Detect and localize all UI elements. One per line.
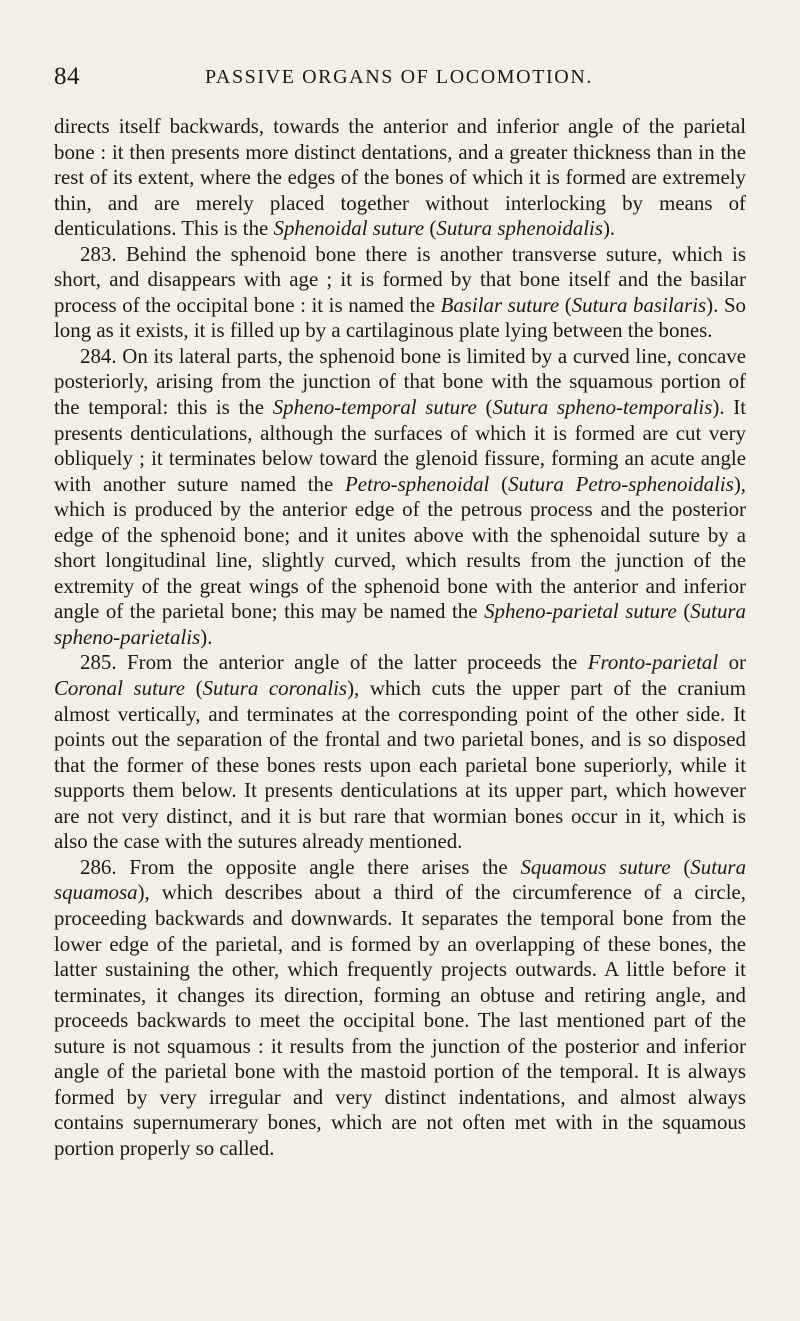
text-run: (	[670, 854, 691, 879]
italic-term: Sutura spheno-temporalis	[492, 395, 713, 420]
paragraph-285	[54, 650, 746, 854]
italic-term: Sutura coronalis	[202, 676, 348, 701]
text-run: ), which is produced by the anterior edge of the petrous process and the posterior edge of the sphenoid bone; and it unites above with the sphenoidal suture by a short longitudinal line, slightly curved, which results from the junction of the extremity of the great wings of the sphenoid bone with the anterior and inferior angle of the parietal bone; this may be named the	[54, 471, 747, 624]
text-run: (	[476, 395, 493, 420]
italic-term: Spheno-parietal suture	[484, 599, 677, 624]
text-run: or	[718, 650, 747, 675]
text-run: 283. Behind the sphenoid bone there is another transverse suture, which is short, and disappears with age ; it is formed by that bone itself and the basilar process of the occipital bone : it is named the	[54, 241, 746, 317]
text-run: (	[559, 292, 572, 317]
italic-term: Sutura spheno-parietalis	[54, 599, 746, 649]
text-run: 284. On its lateral parts, the sphenoid bone is limited by a curved line, concave posteriorly, arising from the junction of that bone with the squamous portion of the temporal: this is the	[54, 343, 746, 420]
text-run: ). So long as it exists, it is filled up by a cartilaginous plate lying between the bones.	[54, 292, 747, 343]
italic-term: Spheno-temporal suture	[272, 395, 477, 420]
running-title: PASSIVE ORGANS OF LOCOMOTION.	[205, 66, 593, 88]
text-run: (	[424, 216, 437, 241]
italic-term: Sutura Petro-sphenoidalis	[508, 471, 734, 496]
page-number: 84	[54, 63, 80, 90]
text-run: ).	[200, 624, 213, 649]
text-run: 285. From the anterior angle of the latter proceeds the	[80, 650, 588, 675]
paragraph-284	[54, 344, 746, 651]
italic-term: Squamous suture	[520, 854, 671, 879]
text-run: (	[489, 471, 509, 496]
running-head	[54, 63, 744, 93]
text-run: ), which describes about a third of the circumference of a circle, proceeding backwards and downwards. It separates the temporal bone from the lower edge of the parietal, and is formed by an overlapping of these bones, the latter sustaining the other, which frequently projects outwards. A little before it terminates, it changes its direction, forming an obtuse and retiring angle, and proceeds backwards to meet the occipital bone. The last mentioned part of the suture is not squamous : it results from the junction of the posterior and inferior angle of the parietal bone with the mastoid portion of the temporal. It is always formed by very irregular and very distinct indentations, and almost always contains supernumerary bones, which are not often met with in the squamous portion properly so called.	[54, 880, 746, 1160]
italic-term: Sutura sphenoidalis	[436, 216, 603, 241]
body-text	[54, 114, 746, 1161]
text-run: (	[184, 676, 203, 701]
text-run: ).	[602, 216, 616, 241]
italic-term: Petro-sphenoidal	[345, 471, 490, 496]
italic-term: Coronal suture	[54, 676, 185, 701]
italic-term: Sphenoidal suture	[273, 216, 425, 241]
text-run: ), which cuts the upper part of the cranium almost vertically, and terminates at the corresponding point of the other side. It points out the separation of the frontal and two parietal bones, and is so disposed that the former of these bones rests upon each parietal bone superiorly, while it supports them below. It presents denticulations at its upper part, which however are not very distinct, and it is but rare that wormian bones occur in it, which is also the case with the sutures already mentioned.	[54, 676, 746, 854]
text-run: (	[676, 599, 691, 624]
paragraph-283	[54, 242, 746, 344]
paragraph-continuation	[54, 114, 746, 242]
text-run: directs itself backwards, towards the anterior and inferior angle of the parietal bone : it then presents more distinct dentations, and a greater thickness than in the rest of its extent, where the edges of the bones of which it is formed are extremely thin, and are merely placed together without interlocking by means of denticulations. This is the	[54, 114, 746, 241]
italic-term: Sutura basilaris	[571, 292, 707, 317]
italic-term: Basilar suture	[440, 292, 560, 317]
paragraph-286	[54, 855, 746, 1162]
text-run: 286. From the opposite angle there arises the	[80, 854, 521, 879]
italic-term: Sutura squamosa	[54, 854, 747, 905]
text-run: ). It presents denticulations, although the surfaces of which it is formed are cut very obliquely ; it terminates below toward the glenoid fissure, forming an acute angle with another suture named the	[54, 395, 747, 496]
italic-term: Fronto-parietal	[587, 650, 719, 675]
